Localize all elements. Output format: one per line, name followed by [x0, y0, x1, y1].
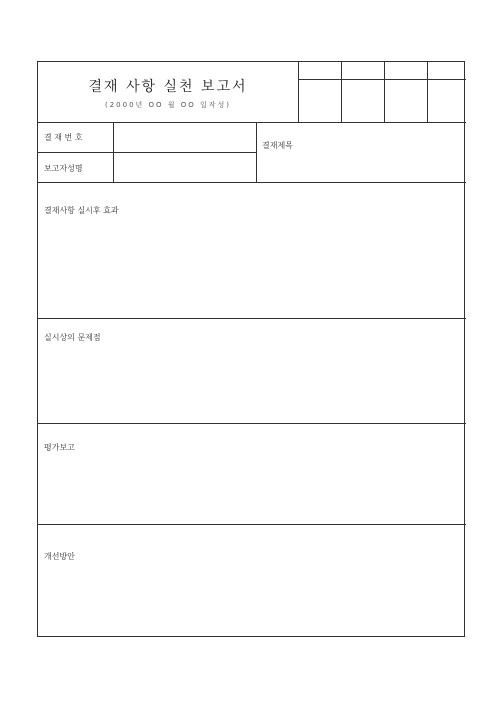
effect-section-label: 결재사항 실시후 효과 — [44, 206, 119, 215]
approval-box-column-divider — [341, 62, 342, 122]
improvement-section-label: 개선방안 — [44, 552, 75, 561]
author-name-label: 보고자성명 — [44, 164, 83, 173]
approval-number-label: 결 재 번 호 — [44, 133, 83, 142]
page-title: 결재 사항 실천 보고서 — [88, 79, 248, 95]
info-row-divider — [38, 152, 256, 153]
approval-box-left-border — [298, 62, 299, 122]
info-bottom-divider — [38, 182, 466, 183]
header-divider — [38, 122, 466, 123]
info-value-divider — [256, 122, 257, 182]
page-subtitle: (2000년 OO 월 OO 일작성) — [104, 101, 232, 109]
section-divider — [38, 318, 466, 319]
approval-box-divider — [298, 79, 466, 80]
problems-section-label: 실시상의 문제점 — [44, 333, 101, 342]
approval-box-column-divider — [427, 62, 428, 122]
approval-title-label: 결재제목 — [262, 141, 293, 150]
evaluation-section-label: 평가보고 — [44, 443, 75, 452]
section-divider — [38, 423, 466, 424]
approval-box-column-divider — [384, 62, 385, 122]
report-form — [37, 61, 465, 637]
section-divider — [38, 524, 466, 525]
